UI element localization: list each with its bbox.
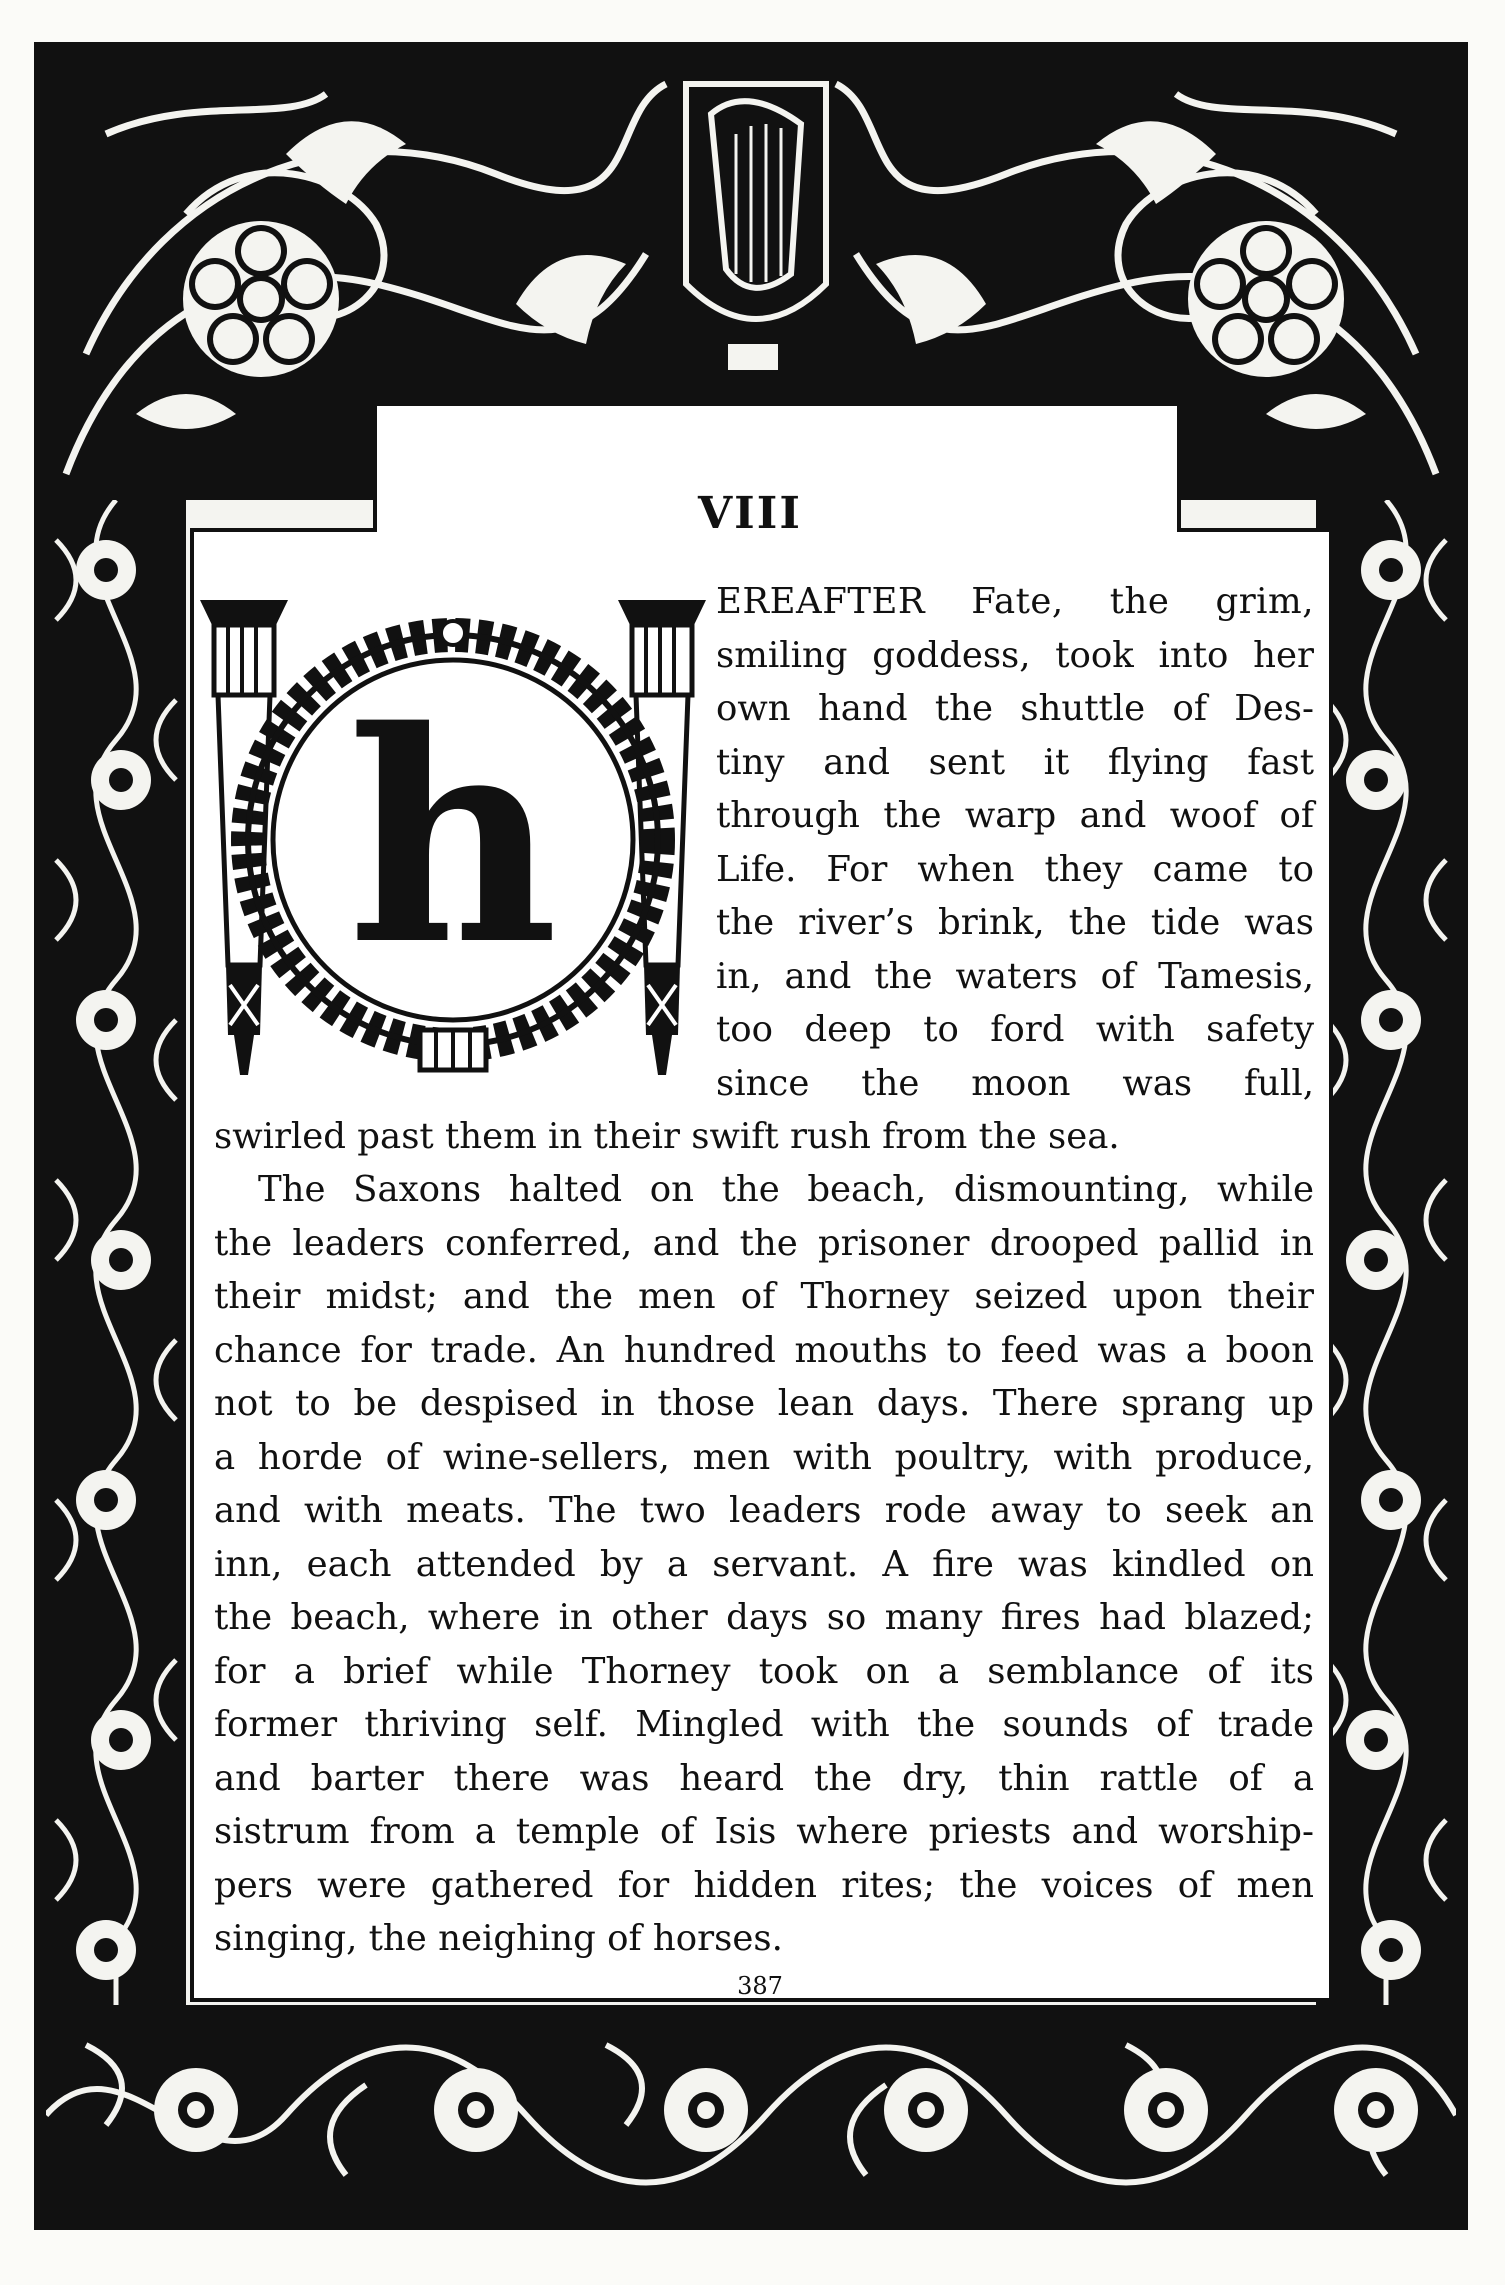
bottom-ornament-band bbox=[46, 2005, 1456, 2218]
text-line: swirled past them in their swift rush from the sea. bbox=[214, 1116, 1120, 1157]
text-line: tiny and sent it flying fast bbox=[716, 741, 1314, 783]
decorated-initial bbox=[198, 585, 708, 1095]
rose-icon bbox=[1188, 221, 1344, 377]
text-line: a horde of wine-sellers, men with poultry, with produce, bbox=[214, 1436, 1314, 1478]
rose-icon bbox=[183, 221, 339, 377]
text-line: pers were gathered for hidden rites; the voices of men bbox=[214, 1864, 1314, 1906]
text-line: sistrum from a temple of Isis where priests and worship- bbox=[214, 1811, 1314, 1852]
second-paragraph bbox=[214, 1163, 1314, 1966]
text-line: for a brief while Thorney took on a semblance of its bbox=[214, 1650, 1314, 1692]
text-line: the beach, where in other days so many fires had blazed; bbox=[214, 1597, 1314, 1638]
text-line: too deep to ford with safety bbox=[716, 1009, 1314, 1050]
text-line: and barter there was heard the dry, thin rattle of a bbox=[214, 1757, 1314, 1799]
text-line: through the warp and woof of bbox=[716, 795, 1314, 836]
text-line: Life. For when they came to bbox=[716, 848, 1314, 890]
opening-paragraph bbox=[716, 575, 1314, 1110]
text-line: the leaders conferred, and the prisoner drooped pallid in bbox=[214, 1222, 1314, 1264]
text-line: since the moon was full, bbox=[716, 1062, 1314, 1104]
text-line: their midst; and the men of Thorney seized upon their bbox=[214, 1276, 1314, 1317]
text-line: former thriving self. Mingled with the sounds of trade bbox=[214, 1704, 1314, 1745]
text-line: and with meats. The two leaders rode away to seek an bbox=[214, 1490, 1314, 1531]
text-line: in, and the waters of Tamesis, bbox=[716, 955, 1314, 997]
text-line: chance for trade. An hundred mouths to feed was a boon bbox=[214, 1329, 1314, 1371]
text-line: smiling goddess, took into her bbox=[716, 634, 1314, 676]
text-line: not to be despised in those lean days. There sprang up bbox=[214, 1383, 1314, 1424]
text-line: own hand the shuttle of Des- bbox=[716, 688, 1314, 729]
text-line: The Saxons halted on the beach, dismounting, while bbox=[258, 1169, 1314, 1210]
text-line: EREAFTER Fate, the grim, bbox=[716, 581, 1314, 622]
right-ornament-band bbox=[1316, 500, 1456, 2005]
text-line: singing, the neighing of horses. bbox=[214, 1918, 783, 1959]
chapter-heading: VIII bbox=[698, 488, 802, 539]
opening-paragraph-end bbox=[214, 1110, 1314, 1164]
left-ornament-band bbox=[46, 500, 186, 2005]
text-line: the river’s brink, the tide was bbox=[716, 902, 1314, 943]
text-line: inn, each attended by a servant. A fire was kindled on bbox=[214, 1543, 1314, 1585]
page-number: 387 bbox=[737, 1972, 783, 2000]
initial-letter: h bbox=[347, 669, 559, 1009]
